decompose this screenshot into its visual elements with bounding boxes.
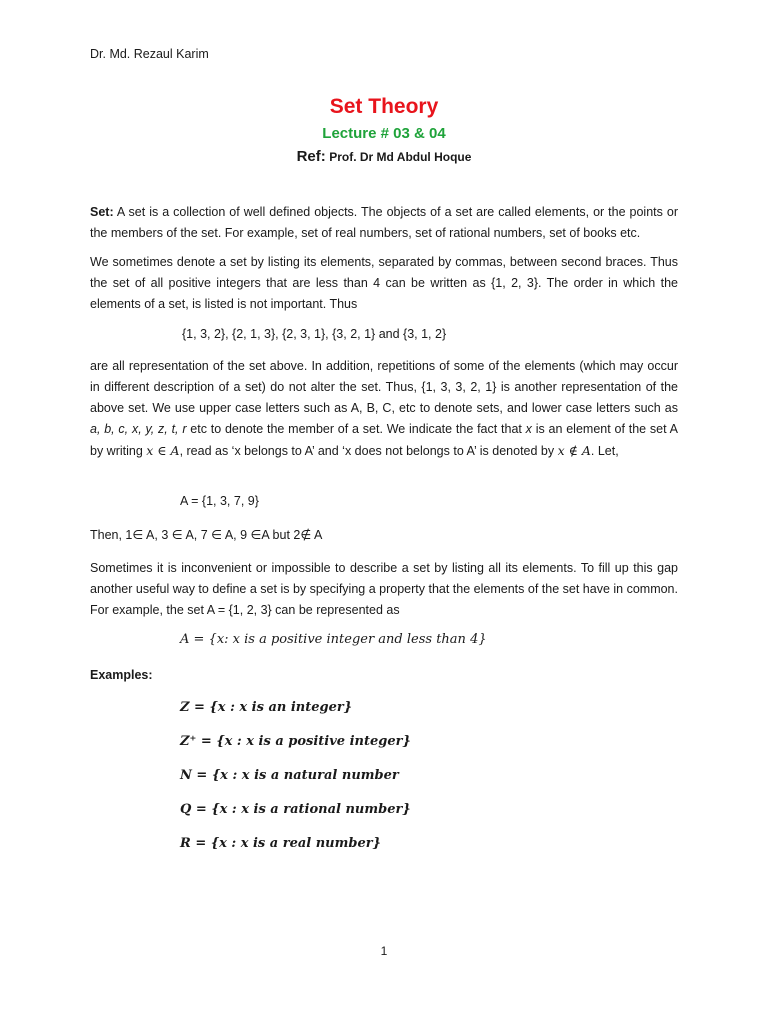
membership-line: Then, 1∈ A, 3 ∈ A, 7 ∈ A, 9 ∈A but 2∉ A xyxy=(90,528,323,542)
notin-expression: x ∉ A xyxy=(557,443,591,458)
set-a-definition: A = {1, 3, 7, 9} xyxy=(180,494,259,508)
example-natural-numbers: N = {x : x is a natural number xyxy=(180,768,399,783)
listing-paragraph: We sometimes denote a set by listing its elements, separated by commas, between second braces. Thus the set of all positive integers that are less than 4 can be written as {1, 2, 3}. The order in which the elements of a set, is listed is not important. Thus xyxy=(90,255,678,311)
definition-term: Set: xyxy=(90,205,114,219)
set-builder-expression: A = {x: x is a positive integer and less than 4} xyxy=(180,632,487,647)
lecture-subtitle: Lecture # 03 & 04 xyxy=(322,125,446,142)
example-real-numbers: R = {x : x is a real number} xyxy=(180,836,381,851)
reference-text: Prof. Dr Md Abdul Hoque xyxy=(329,150,472,164)
representations-line: {1, 3, 2}, {2, 1, 3}, {2, 3, 1}, {3, 2, 1} and {3, 1, 2} xyxy=(182,327,447,341)
page-number: 1 xyxy=(380,944,388,958)
reference-label: Ref: xyxy=(296,148,326,165)
author-header: Dr. Md. Rezaul Karim xyxy=(90,47,209,61)
page-title: Set Theory xyxy=(329,95,439,118)
reference-line xyxy=(0,148,768,165)
definition-paragraph xyxy=(90,202,678,244)
notation-paragraph: are all representation of the set above. In addition, repetitions of some of the elements (which may occur in different description of a set) do not alter the set. Thus, {1, 3, 3, 2, 1} is another representation of the above set. We use upper case letters such as A, B, C, etc to denote sets, and lower case letters such as a, b, c, x, y, z, t, r etc to denote the member of a set. We indicate the fact that x is an element of the set A by writing x ∈ A, read as ‘x belongs to A’ and ‘x does not belongs to A’ is denoted by x ∉ A. Let, xyxy=(90,359,679,458)
x-variable: x xyxy=(525,422,532,436)
member-letters: a, b, c, x, y, z, t, r xyxy=(90,422,187,436)
example-rational-numbers: Q = {x : x is a rational number} xyxy=(180,802,411,817)
example-integers: Z = {x : x is an integer} xyxy=(180,700,353,715)
property-paragraph: Sometimes it is inconvenient or impossible to describe a set by listing all its elements. To fill up this gap another useful way to define a set is by specifying a property that the elements of the set have in common. For example, the set A = {1, 2, 3} can be represented as xyxy=(90,561,678,617)
definition-text: A set is a collection of well defined objects. The objects of a set are called elements, or the points or the members of the set. For example, set of real numbers, set of rational numbers, set of books etc. xyxy=(90,205,678,240)
examples-heading: Examples: xyxy=(90,668,153,682)
example-positive-integers: Z⁺ = {x : x is a positive integer} xyxy=(180,734,411,749)
in-expression: x ∈ A xyxy=(146,443,180,458)
